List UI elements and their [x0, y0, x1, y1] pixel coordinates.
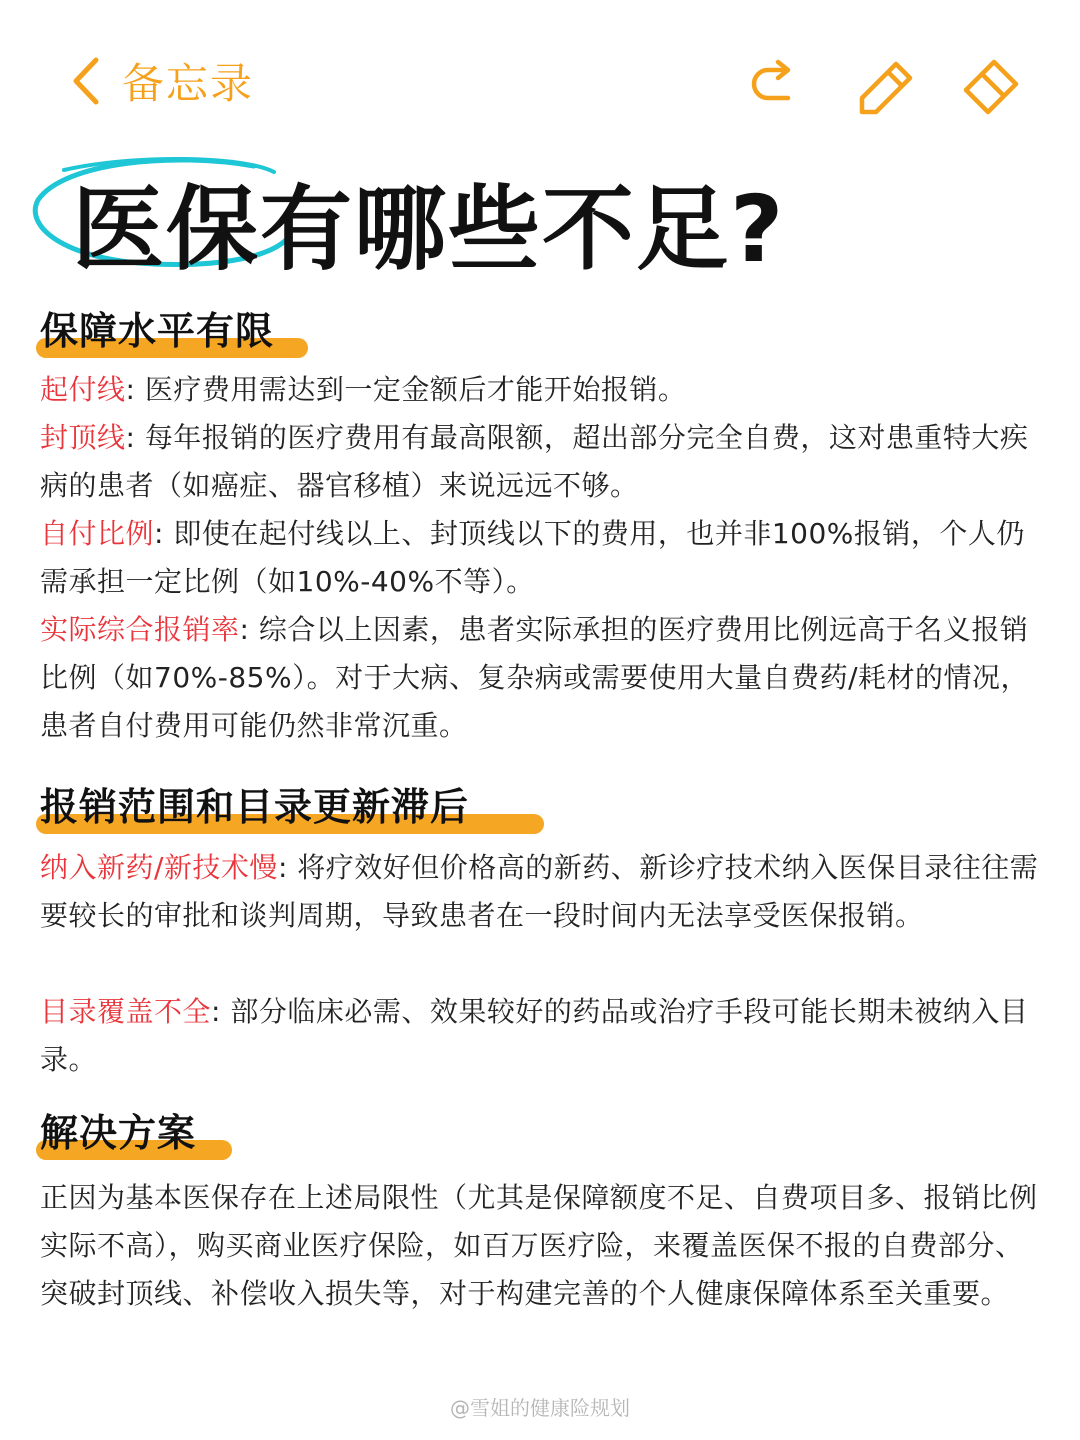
back-label: 备忘录 [122, 59, 255, 108]
term-label: 目录覆盖不全 [40, 995, 212, 1028]
page-title: 医保有哪些不足? [72, 176, 786, 283]
term-separator: : [125, 373, 145, 406]
section-heading-text: 报销范围和目录更新滞后 [40, 785, 470, 829]
item-text: 每年报销的医疗费用有最高限额，超出部分完全自费，这对患重特大疾病的患者（如癌症、器官移植）来说远远不够。 [40, 421, 1029, 502]
edit-button[interactable] [856, 58, 916, 118]
term-label: 起付线 [40, 373, 126, 406]
chevron-left-icon [70, 56, 100, 106]
term-separator: : [239, 613, 259, 646]
term-separator: : [211, 995, 231, 1028]
item-text: 将疗效好但价格高的新药、新诊疗技术纳入医保目录往往需要较长的审批和谈判周期，导致患者在一段时间内无法享受医保报销。 [40, 851, 1039, 932]
list-item [40, 510, 1044, 606]
section-heading-solution [40, 1102, 196, 1162]
term-label: 实际综合报销率 [40, 613, 240, 646]
top-bar [0, 0, 1080, 160]
term-label: 封顶线 [40, 421, 126, 454]
section-heading-text: 解决方案 [40, 1111, 197, 1155]
pencil-icon [856, 58, 916, 118]
term-label: 纳入新药/新技术慢 [40, 851, 278, 884]
solution-paragraph: 正因为基本医保存在上述局限性（尤其是保障额度不足、自费项目多、报销比例实际不高），购买商业医疗保险，如百万医疗险，来覆盖医保不报的自费部分、突破封顶线、补偿收入损失等，对于构建完善的个人健康保障体系至关重要。 [40, 1181, 1038, 1310]
watermark: @雪姐的健康险规划 [450, 1396, 630, 1420]
list-item [40, 366, 1044, 414]
list-item [40, 414, 1044, 510]
redo-button[interactable] [744, 58, 804, 118]
item-text: 部分临床必需、效果较好的药品或治疗手段可能长期未被纳入目录。 [40, 995, 1029, 1076]
list-item [40, 988, 1044, 1084]
title-block [24, 148, 786, 283]
list-item [40, 606, 1044, 750]
redo-icon [744, 58, 804, 118]
back-button[interactable] [70, 54, 254, 108]
section-heading-catalog [40, 776, 469, 836]
term-separator: : [125, 421, 145, 454]
term-label: 自付比例 [40, 517, 155, 550]
term-separator: : [154, 517, 174, 550]
eraser-button[interactable] [960, 58, 1020, 118]
term-separator: : [277, 851, 298, 884]
list-item [40, 844, 1044, 940]
section-heading-text: 保障水平有限 [40, 309, 275, 353]
section-heading-coverage [40, 300, 274, 360]
item-text: 即使在起付线以上、封顶线以下的费用，也并非100%报销，个人仍需承担一定比例（如10%-40%不等）。 [40, 517, 1025, 598]
eraser-icon [960, 58, 1020, 118]
item-text: 医疗费用需达到一定金额后才能开始报销。 [144, 373, 687, 406]
item-text: 综合以上因素，患者实际承担的医疗费用比例远高于名义报销比例（如70%-85%）。对于大病、复杂病或需要使用大量自费药/耗材的情况，患者自付费用可能仍然非常沉重。 [40, 613, 1030, 742]
